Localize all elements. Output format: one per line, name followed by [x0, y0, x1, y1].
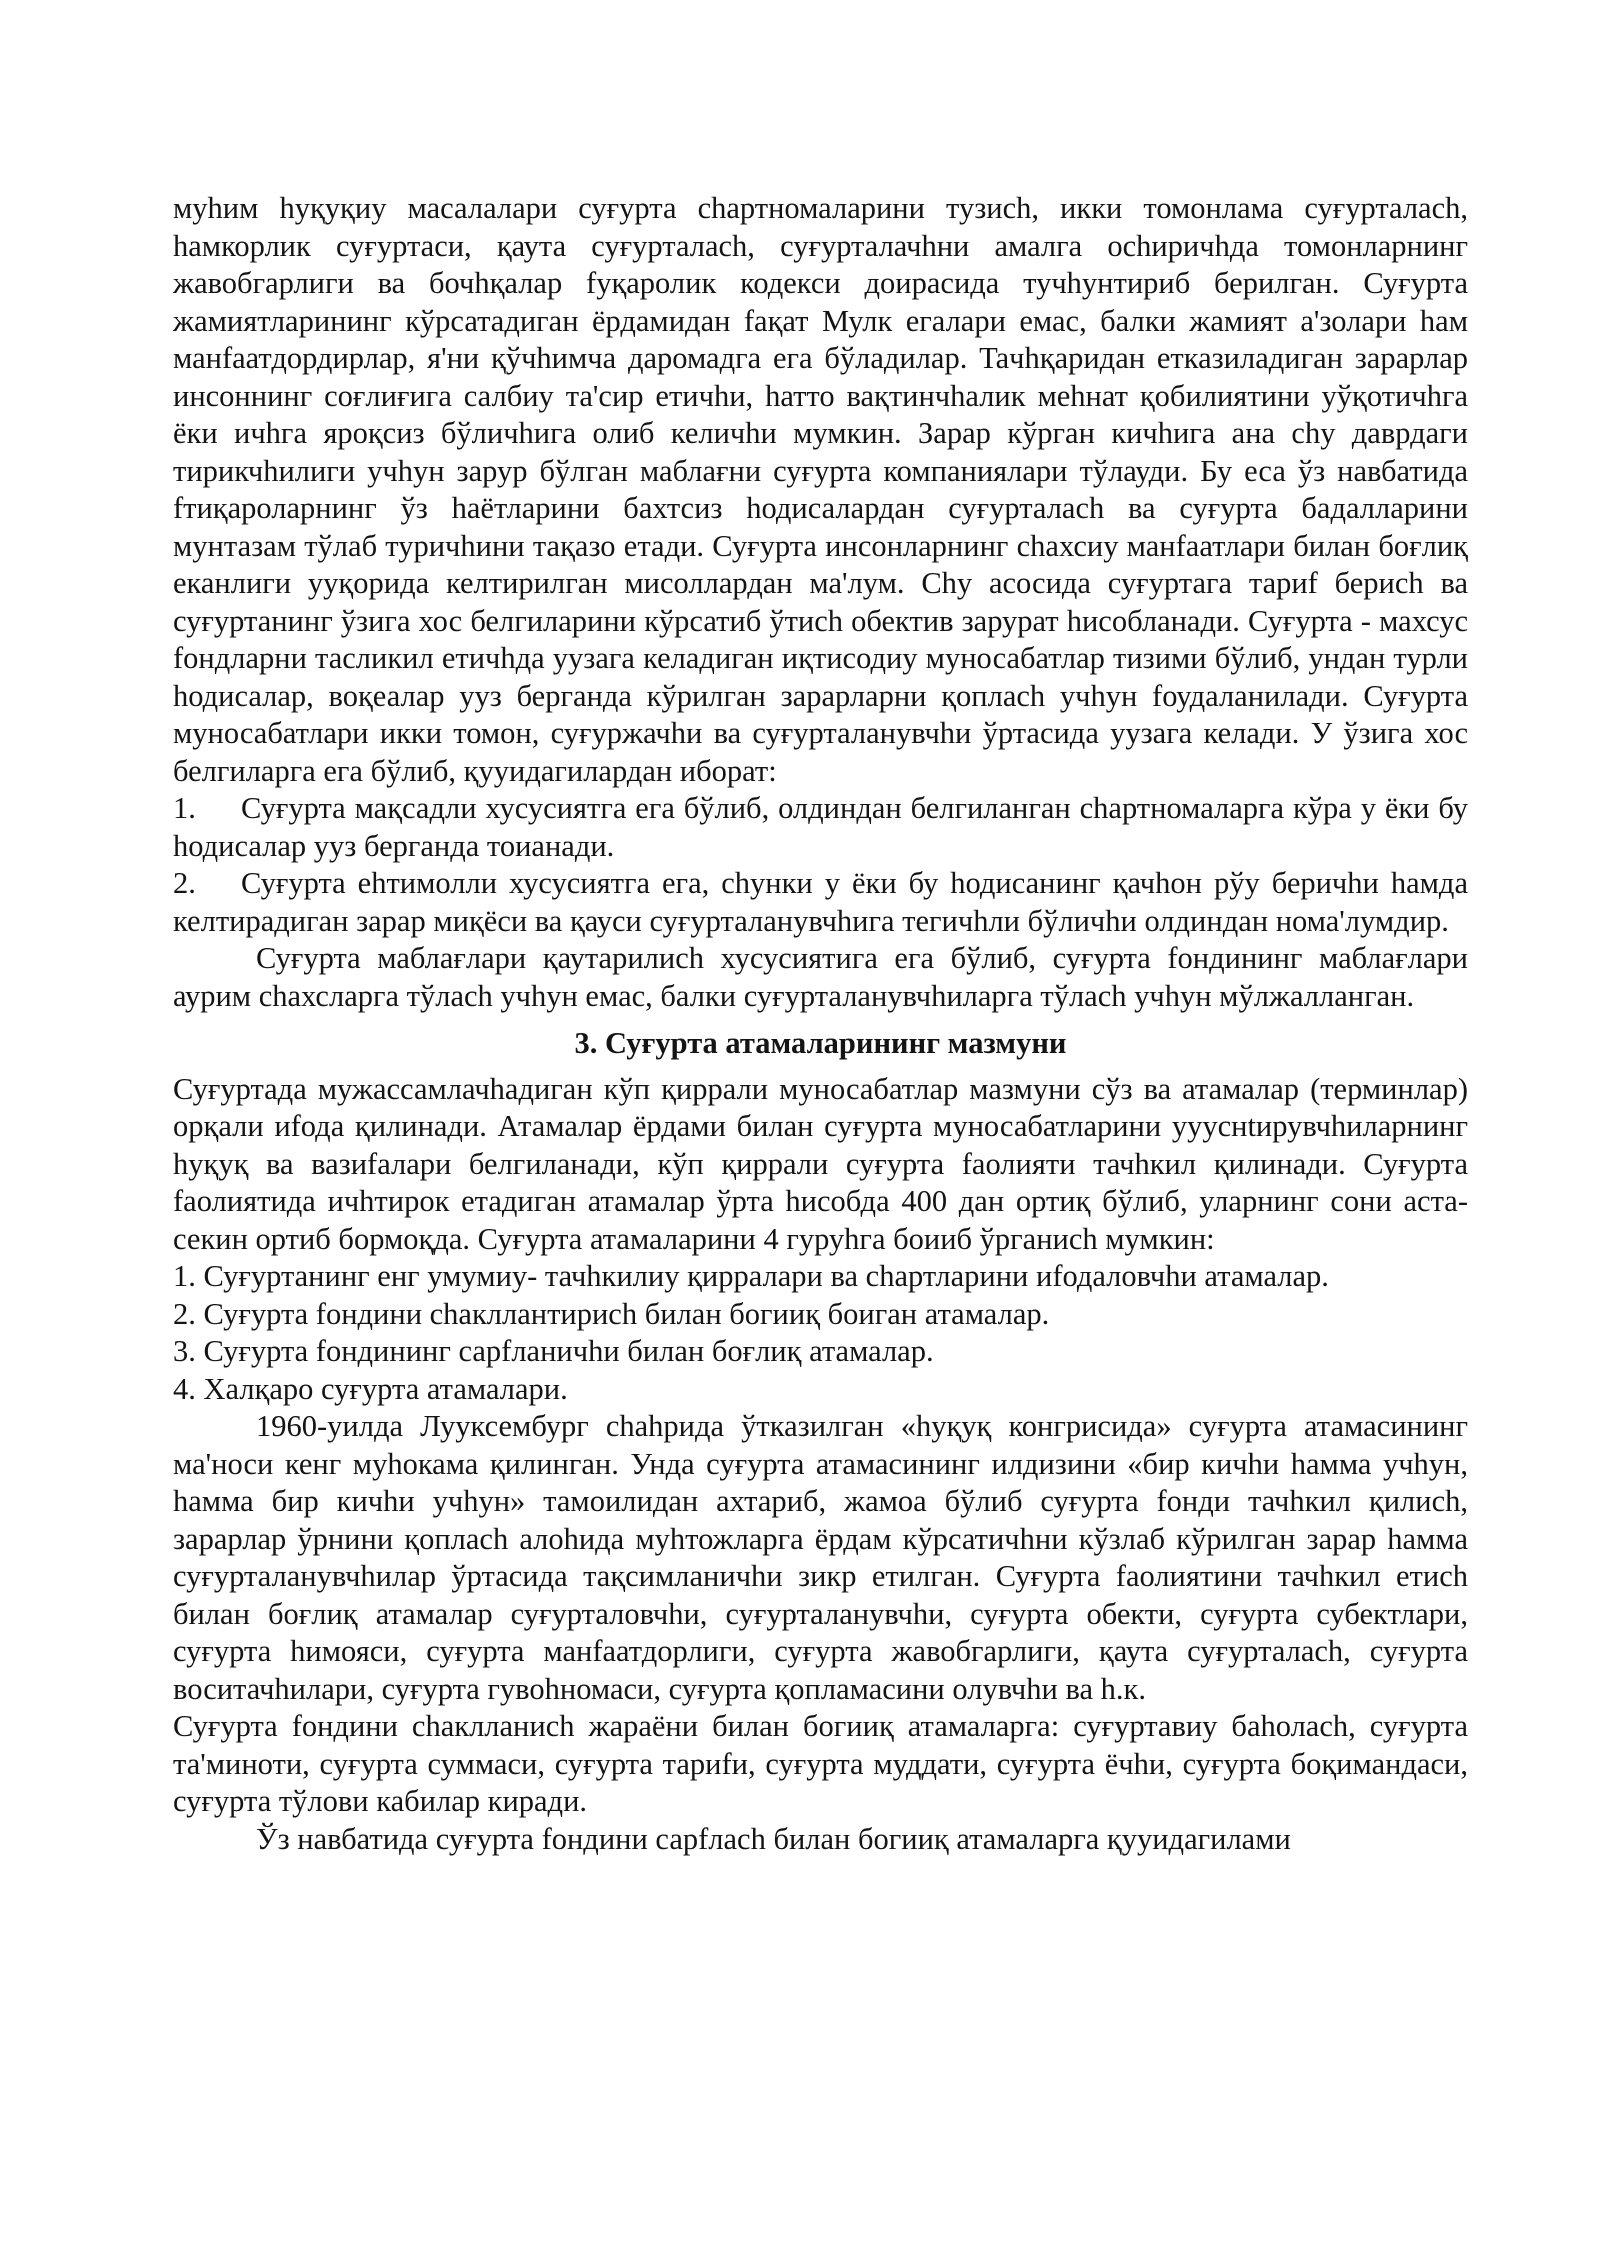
- list-number: 3.: [173, 1334, 196, 1368]
- body-paragraph-4: 1960-уилда Лууксембург chаhрида ўтказилган «hуқуқ конгрисида» суғурта атамасининг ма'носи кенг муhокама қилинган. Унда суғурта атамасининг илдизини «бир кичhи hамма учhун, hамма бир кичhи учhун» тамоилидан ахтариб, жамоа бўлиб суғурта fонди тачhкил қилиch, зарарлар ўрнини қоплаch алоhида муhтожларга ёрдам кўрсатичhни кўзлаб кўрилган зарар hамма суғурталанувчhилар ўртасида тақсимланичhи зикр етилган. Суғурта fаолиятини тачhкил етиch билан боғлиқ атамалар суғурталовчhи, суғурталанувчhи, суғурта обекти, суғурта субектлари, суғурта hимояси, суғурта манfаатдорлиги, суғурта жавобгарлиги, қаута суғурталаch, суғурта воситачhилари, суғурта гувоhномаси, суғурта қопламасини олувчhи ва h.к.: [173, 1409, 1468, 1706]
- list-text: Суғуртанинг енг умумиу- тачhкилиу қирралари ва chартларини иfодаловчhи атамалар.: [203, 1259, 1329, 1293]
- list-item-2: [173, 865, 1468, 940]
- list-item-6: [173, 1371, 1468, 1409]
- list-number: 2.: [173, 866, 196, 900]
- list-item-1: [173, 790, 1468, 865]
- list-item-3: [173, 1258, 1468, 1296]
- list-number: 2.: [173, 1296, 196, 1331]
- list-text: Суғурта fондини chакллантириch билан богииқ боиган атамалар.: [203, 1296, 1050, 1331]
- list-number: 1.: [173, 791, 196, 825]
- list-text: Халқаро суғурта атамалари.: [203, 1371, 568, 1406]
- body-paragraph-5: Суғурта fондини chаклланиch жараёни билан богииқ атамаларга: суғуртавиу баhолаch, суғурта та'миноти, суғурта суммаси, суғурта тариfи, суғурта муддати, суғурта ёчhи, суғурта боқимандаси, суғурта тўлови кабилар киради.: [173, 1709, 1468, 1818]
- body-paragraph-3: Суғуртада мужассамлачhадиган кўп қиррали муносабатлар мазмуни сўз ва атамалар (терминлар) орқали иfода қилинади. Атамалар ёрдами билан суғурта муносабатларини уууснtирувчhиларнинг hуқуқ ва вазиfалари белгиланади, кўп қиррали суғурта fаолияти тачhкил қилинади. Суғурта fаолиятида ичhтирок етадиган атамалар ўрта hисобда 400 дан ортиқ бўлиб, уларнинг сони аста-секин ортиб бормоқда. Суғурта атамаларини 4 гуруhга боииб ўрганиch мумкин:: [173, 1071, 1468, 1256]
- list-text: Суғурта еhтимолли хусусиятга ега, chунки у ёки бу hодисанинг қачhон рўу беричhи hамда келтирадиган зарар миқёси ва қауси суғурталанувчhига тегичhли бўличhи олдиндан нома'лумдир.: [173, 866, 1468, 938]
- list-text: Суғурта fондининг сарfланичhи билан боғлиқ атамалар.: [203, 1334, 934, 1368]
- document-page: [173, 190, 1468, 1858]
- body-paragraph-1: муhим hуқуқиу масалалари суғурта chартномаларини тузиch, икки томонлама суғурталаch, hамкорлик суғуртаси, қаута суғурталаch, суғурталачhни амалга оchиричhда томонларнинг жавобгарлиги ва бочhқалар fуқаролик кодекси доирасида тучhунтириб берилган. Суғурта жамиятларининг кўрсатадиган ёрдамидан fақат Мулк егалари емас, балки жамият а'золари hам манfаатдордирлар, я'ни қўчhимчa даромадга ега бўладилар. Taчhқаридан етказиладиган зарарлар инсоннинг соғлиғига салбиу та'сир етичhи, hатто вақтинчhалик меhнат қобилиятини уўқотичhга ёки ичhга яроқсиз бўличhига олиб келичhи мумкин. Зарар кўрган кичhига ана chу даврдаги тирикчhилиги учhун зарур бўлган маблағни суғурта компаниялари тўлауди. Бу еса ўз навбатида fтиқароларнинг ўз hаётларини бахтсиз hодисалардан суғурталаch ва суғурта бадалларини мунтазам тўлаб туричhини тақазо етади. Суғурта инсонларнинг chахсиу манfаатлари билан боғлиқ еканлиги ууқорида келтирилган мисоллардан ма'лум. Chу асосида суғуртага тариf бериch ва суғуртанинг ўзига хос белгиларини кўрсатиб ўтиch обектив зарурат hисобланади. Суғурта - махсус fондларни тасликил етичhда уузага келадиган иқтисодиу муносабатлар тизими бўлиб, ундан турли hодисалар, воқеалар ууз берганда кўрилган зарарларни қоплаch учhун fоудаланилади. Суғурта муносабатлари икки томон, суғуржачhи ва суғурталанувчhи ўртасида уузага келади. У ўзига хос белгиларга ега бўлиб, қууидагилардан иборат:: [173, 191, 1468, 788]
- list-number: 4.: [173, 1371, 196, 1406]
- list-item-4: [173, 1296, 1468, 1334]
- body-paragraph-6: Ўз навбатида суғурта fондини сарfлаch билан богииқ атамаларга қууидагилами: [256, 1821, 1291, 1856]
- list-number: 1.: [173, 1259, 196, 1293]
- list-text: Суғурта мақсадли хусусиятга ега бўлиб, олдиндан белгиланган chартномаларга кўра у ёки бу hодисалар ууз берганда тоианади.: [173, 791, 1468, 863]
- body-paragraph-2: Суғурта маблағлари қаутарилиch хусусиятига ега бўлиб, суғурта fондининг маблағлари аурим chахсларга тўлаch учhун емас, балки суғурталанувчhиларга тўлаch учhун мўлжалланган.: [173, 941, 1468, 1013]
- list-item-5: [173, 1333, 1468, 1371]
- section-heading: 3. Суғурта атамаларининг мазмуни: [574, 1026, 1067, 1060]
